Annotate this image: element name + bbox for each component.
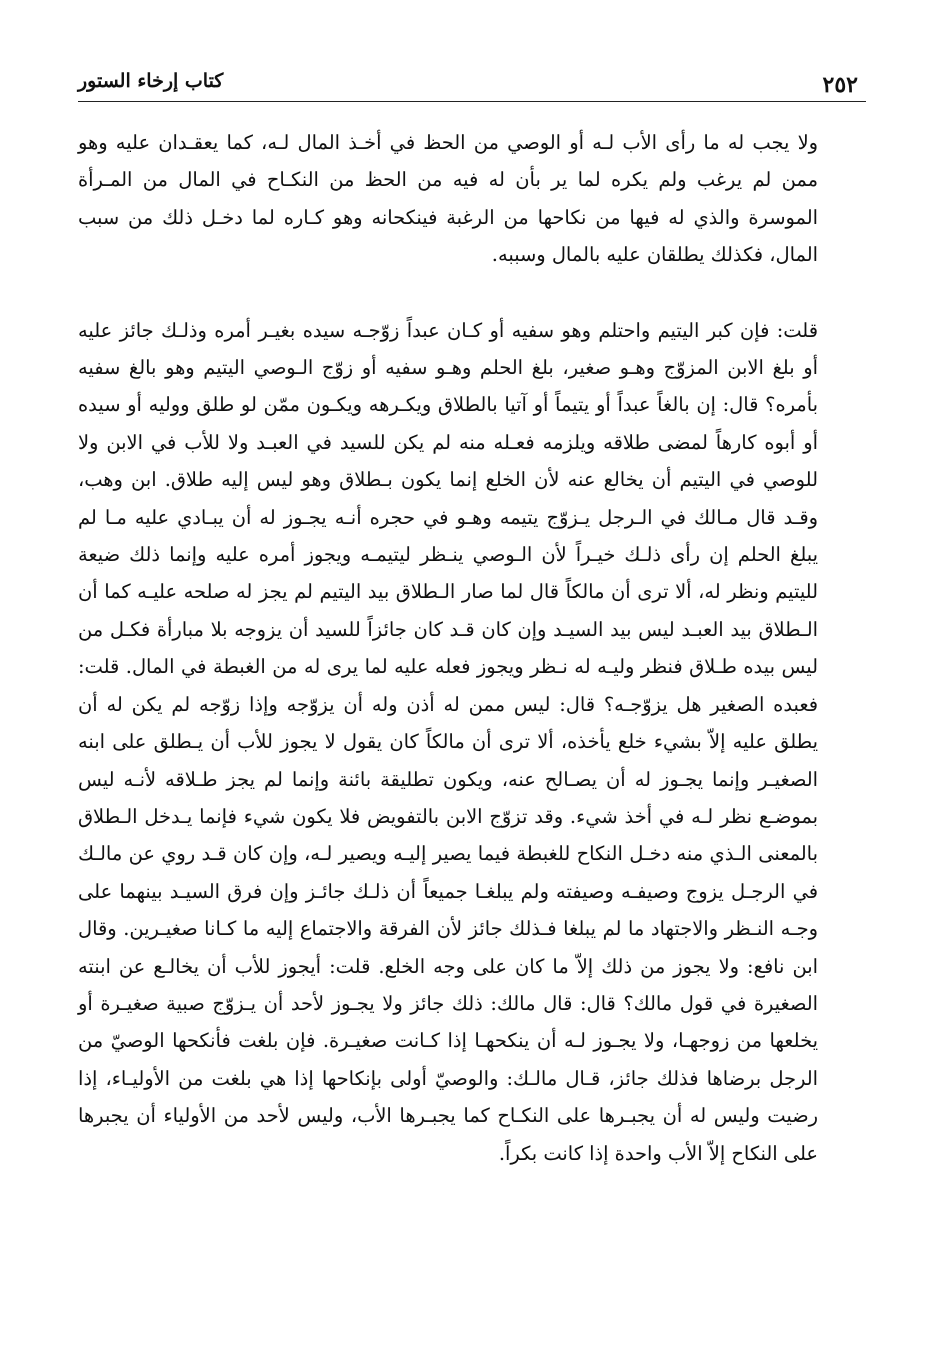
- page-header: [78, 66, 866, 100]
- body-text: [78, 124, 818, 1172]
- page-number: ٢٥٢: [822, 72, 858, 98]
- header-rule: [78, 101, 866, 102]
- paragraph-1: ولا يجب له ما رأى الأب لـه أو الوصي من الحظ في أخـذ المال لـه، كما يعقـدان عليه وهو ممن لم يرغب ولم يكره لما ير بأن له فيه من الحظ من النكـاح في المال من المـرأة الموسرة والذي له فيها من نكاحها من الرغبة فينكحانه وهو كـاره لما دخـل ذلك من سبب المال، فكذلك يطلقان عليه بالمال وسببه.: [78, 131, 818, 267]
- running-title: كتاب إرخاء الستور: [78, 70, 224, 92]
- paragraph-2: قلت: فإن كبر اليتيم واحتلم وهو سفيه أو كـان عبداً زوّجـه سيده بغيـر أمره وذلـك جائز عليه أو بلغ الابن المزوّج وهـو صغير، بلغ الحلم وهـو سفيه أو زوّج الـوصي اليتيم وهو بالغ سفيه بأمره؟ قال: إن بالغاً عبداً أو يتيماً أو آتيا بالطلاق ويكـرهه ويكـون ممّن لو طلق ووليه أو سيده أو أبوه كارهاً لمضى طلاقه ويلزمه فعـله منه لم يكن للسيد في العبـد ولا للأب في الابن ولا للوصي في اليتيم أن يخالع عنه لأن الخلع إنما يكون بـطلاق وهو ليس إليه طلاق. ابن وهب، وقـد قال مـالك في الـرجل يـزوّج يتيمه وهـو في حجره أنـه يجـوز له أن يبـادي عليه مـا لم يبلغ الحلم إن رأى ذلـك خيـراً لأن الـوصي ينـظر ليتيمـه ويجوز أمره عليه وإنما ذلك ضيعة لليتيم ونظر له، ألا ترى أن مالكاً قال لما صار الـطلاق بيد اليتيم لم يجز له صلحه عليـه كما أن الـطلاق بيد العبـد ليس بيد السيـد وإن كان قـد كان جائزاً للسيد أن يزوجه بلا مبارأة فكـل من ليس بيده طـلاق فنظر وليـه له نـظر ويجوز فعله عليه لما يرى له من الغبطة في المال. قلت: فعبده الصغير هل يزوّجـه؟ قال: ليس ممن له أذن وله أن يزوّجه وإذا زوّجه لم يكن له أن يطلق عليه إلاّ بشيء خلع يأخذه، ألا ترى أن مالكاً كان يقول لا يجوز للأب أن يـطلق على ابنه الصغيـر وإنما يجـوز له أن يصـالح عنه، ويكون تطليقة بائنة وإنما لم يجز طـلاقه لأنـه ليس بموضـع نظر لـه في أخذ شيء. وقد تزوّج الابن بالتفويض فلا يكون شيء فإنما يـدخل الـطلاق بالمعنى الـذي منه دخـل النكاح للغبطة فيما يصير إليـه ويصير لـه، وإن كان قـد روي عن مالـك في الرجـل يزوج وصيفـه وصيفته ولم يبلغـا جميعاً أن ذلـك جائـز وإن فرق السيـد بينهما على وجـه النـظر والاجتهاد ما لم يبلغا فـذلك جائز لأن الفرقة والاجتماع إليه ما كـانا صغيـرين. وقال ابن نافع: ولا يجوز من ذلك إلاّ ما كان على وجه الخلع. قلت: أيجوز للأب أن يخالـع عن ابنته الصغيرة في قول مالك؟ قال: قال مالك: ذلك جائز ولا يجـوز لأحد أن يـزوّج صبية صغيـرة أو يخلعها من زوجهـا، ولا يجـوز لـه أن ينكحهـا إذا كـانت صغيـرة. فإن بلغت فأنكحها الوصيّ من الرجل برضاها فذلك جائز، قـال مالـك: والوصيّ أولى بإنكاحها إذا هي بلغت من الأوليـاء، إذا رضيت وليس له أن يجبـرها على النكـاح كما يجبـرها الأب، وليس لأحد من الأولياء أن يجبرها على النكاح إلاّ الأب واحدة إذا كانت بكراً.: [78, 318, 818, 1165]
